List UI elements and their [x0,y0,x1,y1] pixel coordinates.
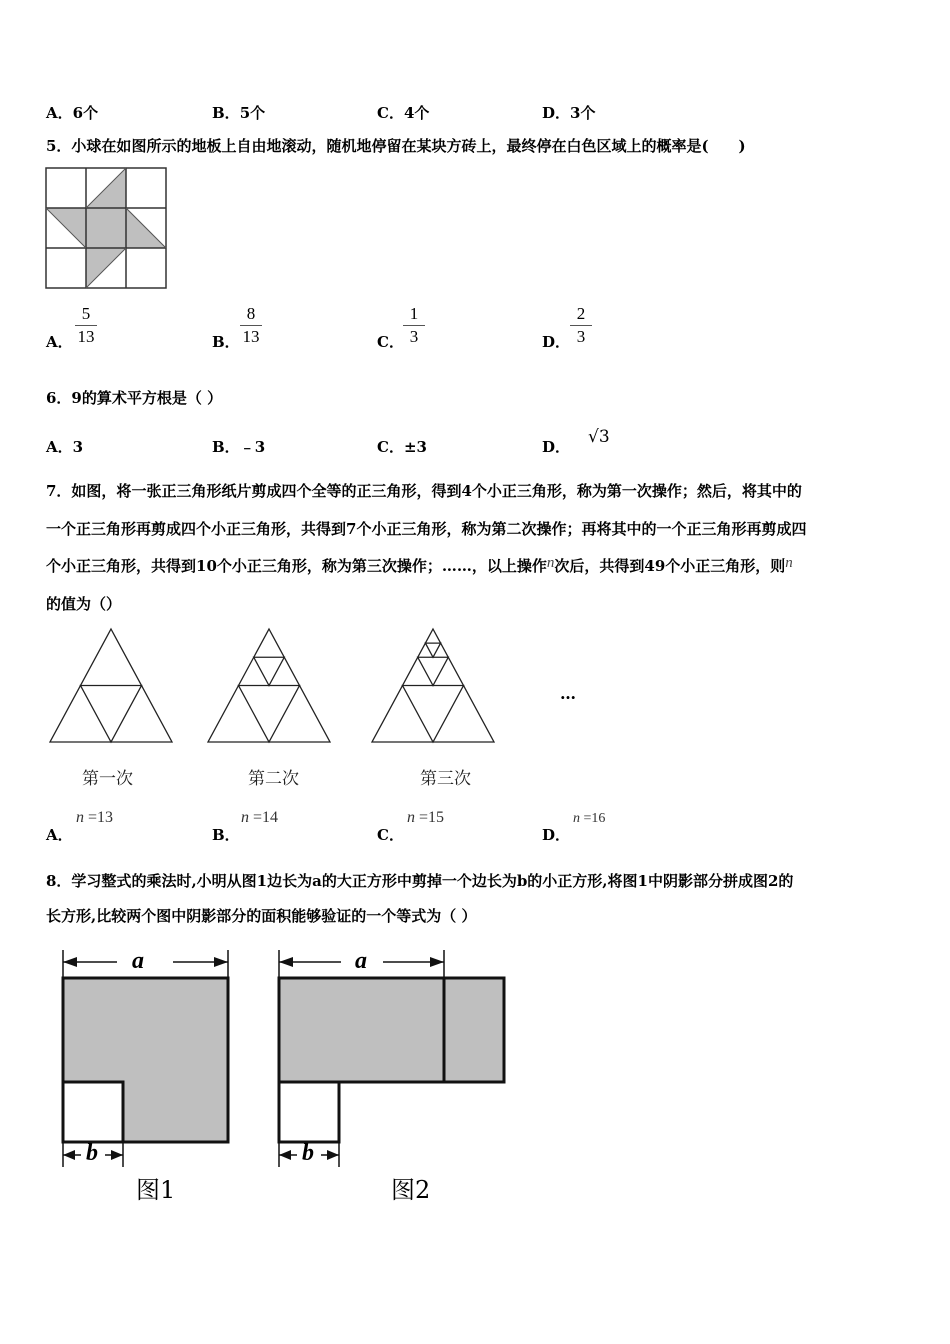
q5-option-d-letter: D． [542,333,571,351]
q8-fig2-caption: 图2 [391,1176,431,1204]
q7-option-b-value: n =14 [241,809,279,826]
q7-line-2: 一个正三角形再剪成四个小正三角形，共得到7个小正三角形，称为第二次操作；再将其中的一个正三角形再剪成四 [46,520,807,538]
q5-option-c-letter: C． [377,333,404,351]
q7-option-c-value: n =15 [407,809,445,826]
q7-ellipsis: … [560,684,576,703]
q7-figure-second [206,627,334,745]
q5-floor-figure [44,166,168,290]
q7-option-d-letter: D． [542,826,571,844]
q5-stem: 5．小球在如图所示的地板上自由地滚动，随机地停留在某块方砖上，最终停在白色区域上的概率是( ) [46,137,746,155]
q4-option-a: A．6个 [46,104,99,122]
q8-fig1-label-b: b [86,1140,98,1166]
q8-line-1: 8．学习整式的乘法时,小明从图1边长为a的大正方形中剪掉一个边长为b的小正方形,将图1中阴影部分拼成图2的 [46,872,794,890]
q6-option-c: C．±3 [377,438,427,456]
q5-option-a-fraction: 5 13 [71,304,101,347]
q7-line-3: 个小正三角形，共得到10个小正三角形，称为第三次操作；……，以上操作n次后，共得到49个小正三角形，则n [46,555,793,575]
q7-figure-third [370,627,498,745]
q7-option-b-letter: B． [212,826,240,844]
q5-option-d-fraction: 2 3 [566,304,596,347]
q7-option-a-letter: A． [46,826,73,844]
q7-figure-first [48,627,176,745]
q6-option-d: D． √3 [542,427,610,456]
q7-option-a-value: n =13 [76,809,114,826]
q7-caption-first: 第一次 [82,769,133,789]
q5-option-a-letter: A． [46,333,73,351]
q6-option-b: B．﹣3 [212,438,266,456]
q8-fig2-label-a: a [355,948,367,974]
q4-option-d: D．3个 [542,104,596,122]
q6-option-a: A．3 [46,438,84,456]
q7-line-1: 7．如图，将一张正三角形纸片剪成四个全等的正三角形，得到4个小正三角形，称为第一次操作；然后，将其中的 [46,482,802,500]
q4-option-b: B．5个 [212,104,266,122]
q8-figure-1 [55,945,245,1175]
q7-caption-third: 第三次 [420,769,471,789]
q7-line-4: 的值为（） [46,595,122,613]
q7-caption-second: 第二次 [248,769,299,789]
q8-line-2: 长方形,比较两个图中阴影部分的面积能够验证的一个等式为（ ） [46,907,477,925]
q8-fig1-label-a: a [132,948,144,974]
q5-option-b-letter: B． [212,333,240,351]
q4-option-c: C．4个 [377,104,430,122]
q7-option-d-value: n =16 [573,811,606,826]
q7-option-c-letter: C． [377,826,404,844]
q8-fig2-label-b: b [302,1140,314,1166]
q5-option-c-fraction: 1 3 [399,304,429,347]
q8-fig1-caption: 图1 [136,1176,176,1204]
q5-option-b-fraction: 8 13 [236,304,266,347]
q6-stem: 6．9的算术平方根是（ ） [46,389,223,407]
